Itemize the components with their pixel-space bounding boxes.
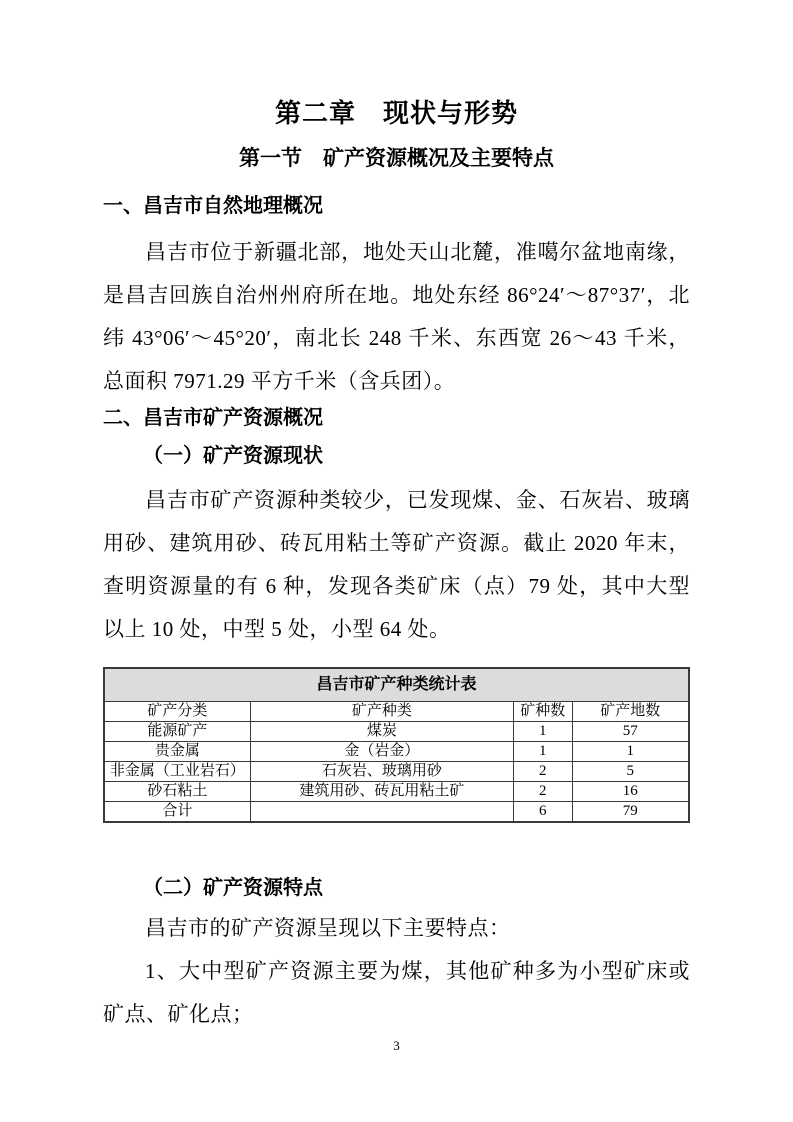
paragraph-geography: 昌吉市位于新疆北部，地处天山北麓，准噶尔盆地南缘，是昌吉回族自治州州府所在地。地处东经 86°24′～87°37′，北纬 43°06′～45°20′，南北长 248 千米、东西宽 26～43 千米，总面积 7971.29 平方千米（含兵团）。	[103, 240, 690, 393]
table-row	[104, 722, 689, 742]
table-header-kind-count: 矿种数	[514, 702, 573, 722]
table-row	[104, 782, 689, 802]
cell-mineral-class: 贵金属	[104, 742, 250, 762]
subheading-mineral-status: （一）矿产资源现状	[143, 445, 323, 467]
table-header-mineral-kind: 矿产种类	[250, 702, 513, 722]
heading-mineral-overview: 二、昌吉市矿产资源概况	[103, 407, 323, 429]
cell-site-count: 57	[572, 722, 689, 742]
cell-kind-count: 2	[514, 782, 573, 802]
cell-site-count: 5	[572, 762, 689, 782]
table-header-site-count: 矿产地数	[572, 702, 689, 722]
table-header-mineral-class: 矿产分类	[104, 702, 250, 722]
cell-mineral-kind: 建筑用砂、砖瓦用粘土矿	[250, 782, 513, 802]
cell-mineral-kind: 煤炭	[250, 722, 513, 742]
cell-kind-count: 1	[514, 742, 573, 762]
cell-mineral-class: 合计	[104, 802, 250, 823]
cell-mineral-class: 非金属（工业岩石）	[104, 762, 250, 782]
heading-geography-overview: 一、昌吉市自然地理概况	[103, 195, 323, 217]
table-header-row	[104, 702, 689, 722]
cell-mineral-kind: 金（岩金）	[250, 742, 513, 762]
table-title-row	[104, 668, 689, 702]
subheading-mineral-features: （二）矿产资源特点	[143, 877, 323, 899]
paragraph-feature-1: 1、大中型矿产资源主要为煤，其他矿种多为小型矿床或矿点、矿化点；	[103, 959, 690, 1026]
table-row	[104, 742, 689, 762]
section-title: 第一节 矿产资源概况及主要特点	[239, 147, 554, 170]
cell-kind-count: 6	[514, 802, 573, 823]
cell-mineral-kind: 石灰岩、玻璃用砂	[250, 762, 513, 782]
cell-mineral-kind	[250, 802, 513, 823]
paragraph-features-intro: 昌吉市的矿产资源呈现以下主要特点：	[145, 916, 511, 940]
page-number: 3	[393, 1038, 400, 1053]
cell-mineral-class: 能源矿产	[104, 722, 250, 742]
cell-kind-count: 1	[514, 722, 573, 742]
cell-kind-count: 2	[514, 762, 573, 782]
table-row	[104, 762, 689, 782]
table-title: 昌吉市矿产种类统计表	[104, 668, 689, 702]
paragraph-mineral-status: 昌吉市矿产资源种类较少，已发现煤、金、石灰岩、玻璃用砂、建筑用砂、砖瓦用粘土等矿产资源。截止 2020 年末，查明资源量的有 6 种，发现各类矿床（点）79 处，其中大型以上 10 处，中型 5 处，小型 64 处。	[103, 488, 690, 641]
table-row-total	[104, 802, 689, 823]
cell-site-count: 16	[572, 782, 689, 802]
mineral-statistics-table	[103, 667, 690, 823]
cell-mineral-class: 砂石粘土	[104, 782, 250, 802]
cell-site-count: 79	[572, 802, 689, 823]
chapter-title: 第二章 现状与形势	[274, 98, 518, 128]
cell-site-count: 1	[572, 742, 689, 762]
